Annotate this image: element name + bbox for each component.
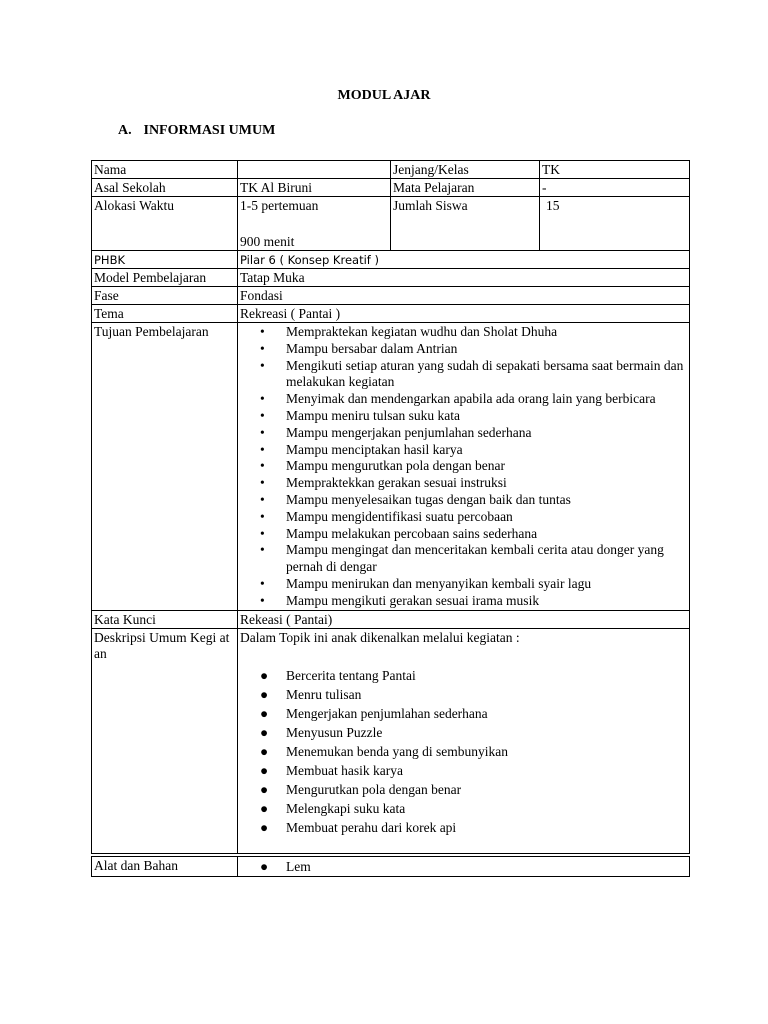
list-item bbox=[240, 818, 687, 837]
alat-value bbox=[238, 855, 690, 877]
bullet-icon: • bbox=[260, 508, 265, 524]
alat-list bbox=[240, 858, 687, 876]
list-item-text: Mempraktekkan gerakan sesuai instruksi bbox=[286, 475, 507, 491]
bullet-icon: • bbox=[260, 542, 265, 558]
mapel-value: - bbox=[540, 179, 690, 197]
fase-value: Fondasi bbox=[238, 287, 690, 305]
list-item bbox=[240, 324, 687, 341]
list-item bbox=[240, 408, 687, 425]
bullet-icon: • bbox=[260, 324, 265, 339]
list-item bbox=[240, 475, 687, 492]
bullet-icon: • bbox=[260, 491, 265, 507]
list-item-text: Mampu mengikuti gerakan sesuai irama musik bbox=[286, 592, 540, 608]
model-label: Model Pembelajaran bbox=[92, 269, 238, 287]
bullet-icon: • bbox=[260, 441, 265, 457]
list-item bbox=[240, 761, 687, 780]
list-item bbox=[240, 442, 687, 459]
nama-label: Nama bbox=[92, 161, 238, 179]
deskripsi-value bbox=[238, 628, 690, 855]
list-item bbox=[240, 425, 687, 442]
list-item bbox=[240, 391, 687, 408]
row-model bbox=[92, 269, 690, 287]
list-item bbox=[240, 526, 687, 543]
list-item-text: Mampu mengidentifikasi suatu percobaan bbox=[286, 508, 513, 524]
list-item-text: Menemukan benda yang di sembunyikan bbox=[286, 743, 508, 759]
asal-label: Asal Sekolah bbox=[92, 179, 238, 197]
list-item-text: Mempraktekan kegiatan wudhu dan Sholat Dhuha bbox=[286, 324, 558, 339]
list-item-text: Mampu menyelesaikan tugas dengan baik dan tuntas bbox=[286, 491, 571, 507]
list-item-text: Mampu bersabar dalam Antrian bbox=[286, 340, 458, 356]
jumlah-value bbox=[540, 197, 690, 251]
list-item bbox=[240, 542, 687, 576]
list-item bbox=[240, 780, 687, 799]
deskripsi-list bbox=[240, 666, 687, 837]
row-asal bbox=[92, 179, 690, 197]
list-item bbox=[240, 799, 687, 818]
bullet-icon: ● bbox=[260, 743, 269, 759]
document-title: MODUL AJAR bbox=[337, 88, 431, 103]
list-item-text: Mampu menirukan dan menyanyikan kembali syair lagu bbox=[286, 575, 592, 591]
list-item bbox=[240, 723, 687, 742]
section-heading bbox=[118, 123, 275, 139]
kata-value: Rekeasi ( Pantai) bbox=[238, 610, 690, 628]
list-item bbox=[240, 458, 687, 475]
list-item-text: Mampu mengerjakan penjumlahan sederhana bbox=[286, 424, 532, 440]
list-item-text: Menyusun Puzzle bbox=[286, 724, 383, 740]
bullet-icon: • bbox=[260, 357, 265, 373]
row-deskripsi bbox=[92, 628, 690, 855]
bullet-icon: ● bbox=[260, 858, 269, 874]
list-item-text: Mampu melakukan percobaan sains sederhana bbox=[286, 525, 538, 541]
phbk-label: PHBK bbox=[92, 251, 238, 269]
list-item-text: Mampu mengurutkan pola dengan benar bbox=[286, 458, 505, 474]
section-title: INFORMASI UMUM bbox=[143, 123, 276, 138]
alokasi-value bbox=[238, 197, 391, 251]
bullet-icon: ● bbox=[260, 686, 269, 702]
deskripsi-intro: Dalam Topik ini anak dikenalkan melalui kegiatan : bbox=[240, 629, 520, 645]
jenjang-value: TK bbox=[540, 161, 690, 179]
bullet-icon: • bbox=[260, 575, 265, 591]
alokasi-label: Alokasi Waktu bbox=[92, 197, 238, 251]
list-item-text: Lem bbox=[286, 858, 311, 874]
list-item-text: Mampu mengingat dan menceritakan kembali cerita atau donger yang pernah di dengar bbox=[286, 542, 664, 575]
kata-label: Kata Kunci bbox=[92, 610, 238, 628]
list-item-text: Mengurutkan pola dengan benar bbox=[286, 781, 462, 797]
list-item bbox=[240, 593, 687, 610]
list-item bbox=[240, 509, 687, 526]
alokasi-value-pertemuan: 1-5 pertemuan bbox=[240, 198, 319, 213]
list-item bbox=[240, 576, 687, 593]
bullet-icon: • bbox=[260, 340, 265, 356]
row-tujuan bbox=[92, 323, 690, 611]
jumlah-value-text: 15 bbox=[546, 198, 560, 213]
list-item bbox=[240, 492, 687, 509]
bullet-icon: • bbox=[260, 458, 265, 474]
bullet-icon: • bbox=[260, 391, 265, 407]
bullet-icon: ● bbox=[260, 724, 269, 740]
list-item bbox=[240, 358, 687, 392]
asal-value: TK Al Biruni bbox=[238, 179, 391, 197]
bullet-icon: • bbox=[260, 592, 265, 608]
fase-label: Fase bbox=[92, 287, 238, 305]
tujuan-value bbox=[238, 323, 690, 611]
row-phbk bbox=[92, 251, 690, 269]
jenjang-label: Jenjang/Kelas bbox=[391, 161, 540, 179]
row-fase bbox=[92, 287, 690, 305]
list-item bbox=[240, 858, 687, 876]
list-item-text: Menyimak dan mendengarkan apabila ada orang lain yang berbicara bbox=[286, 391, 656, 407]
tema-label: Tema bbox=[92, 305, 238, 323]
bullet-icon: ● bbox=[260, 762, 269, 778]
tujuan-list bbox=[240, 324, 687, 610]
section-number: A. bbox=[118, 123, 132, 138]
tema-value: Rekreasi ( Pantai ) bbox=[238, 305, 690, 323]
list-item bbox=[240, 666, 687, 685]
row-alokasi bbox=[92, 197, 690, 251]
alokasi-value-menit: 900 menit bbox=[240, 234, 295, 249]
bullet-icon: • bbox=[260, 525, 265, 541]
bullet-icon: • bbox=[260, 407, 265, 423]
list-item-text: Bercerita tentang Pantai bbox=[286, 667, 416, 683]
row-tema bbox=[92, 305, 690, 323]
bullet-icon: ● bbox=[260, 800, 269, 816]
nama-value bbox=[238, 161, 391, 179]
list-item-text: Mampu menciptakan hasil karya bbox=[286, 441, 463, 457]
row-alat bbox=[92, 855, 690, 877]
tujuan-label: Tujuan Pembelajaran bbox=[92, 323, 238, 611]
jumlah-label: Jumlah Siswa bbox=[391, 197, 540, 251]
model-value: Tatap Muka bbox=[238, 269, 690, 287]
list-item-text: Menru tulisan bbox=[286, 686, 362, 702]
bullet-icon: ● bbox=[260, 667, 269, 683]
list-item bbox=[240, 341, 687, 358]
bullet-icon: • bbox=[260, 475, 265, 491]
row-kata-kunci bbox=[92, 610, 690, 628]
bullet-icon: • bbox=[260, 424, 265, 440]
list-item bbox=[240, 685, 687, 704]
list-item bbox=[240, 742, 687, 761]
list-item-text: Membuat perahu dari korek api bbox=[286, 819, 457, 835]
row-nama bbox=[92, 161, 690, 179]
list-item-text: Melengkapi suku kata bbox=[286, 800, 406, 816]
info-table bbox=[91, 160, 690, 877]
bullet-icon: ● bbox=[260, 781, 269, 797]
phbk-value: Pilar 6 ( Konsep Kreatif ) bbox=[238, 251, 690, 269]
list-item-text: Mengerjakan penjumlahan sederhana bbox=[286, 705, 488, 721]
bullet-icon: ● bbox=[260, 705, 269, 721]
deskripsi-label: Deskripsi Umum Kegi atan bbox=[92, 628, 238, 855]
list-item-text: Mengikuti setiap aturan yang sudah di sepakati bersama saat bermain dan melakukan kegiatan bbox=[286, 357, 684, 390]
list-item-text: Membuat hasik karya bbox=[286, 762, 403, 778]
list-item-text: Mampu meniru tulsan suku kata bbox=[286, 407, 460, 423]
mapel-label: Mata Pelajaran bbox=[391, 179, 540, 197]
alat-label: Alat dan Bahan bbox=[92, 855, 238, 877]
list-item bbox=[240, 704, 687, 723]
bullet-icon: ● bbox=[260, 819, 269, 835]
